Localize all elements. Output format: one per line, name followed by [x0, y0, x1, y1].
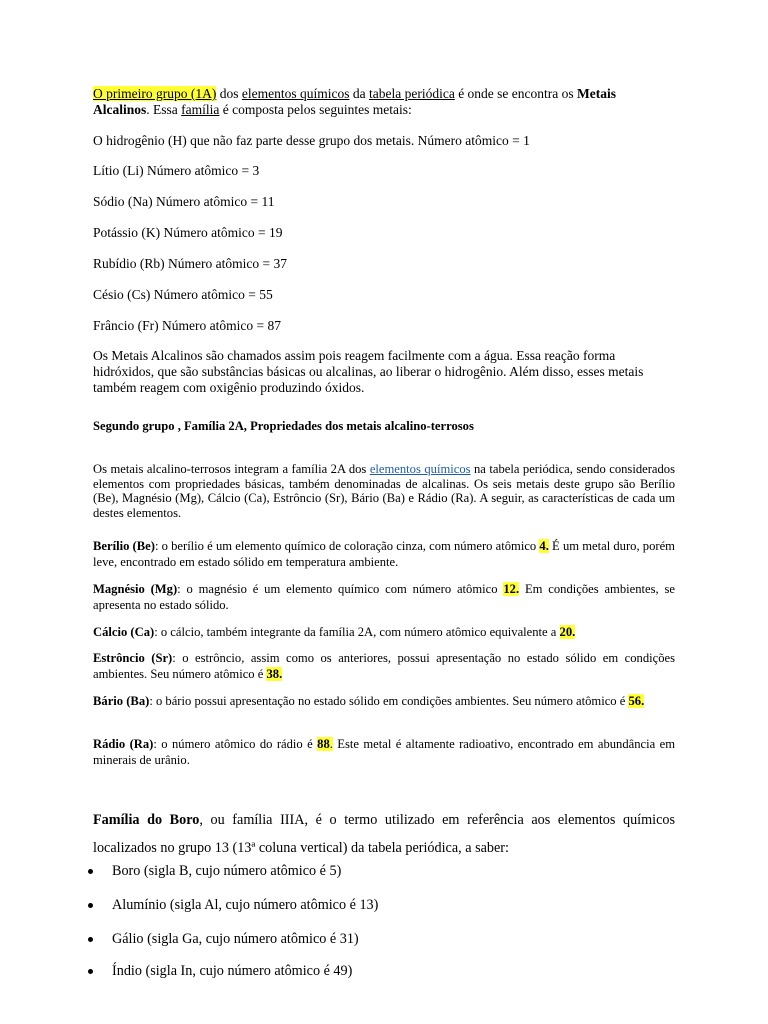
- atomic-number-highlight: 88: [317, 737, 330, 751]
- group2-intro: Os metais alcalino-terrosos integram a família 2A dos elementos químicos na tabela periódica, sendo considerados elementos com propriedades básicas, também denominadas de alcalinas. Os seis metais deste grupo são Berílio (Be), Magnésio (Mg), Cálcio (Ca), Estrôncio (Sr), Bário (Ba) e Rádio (Ra). A seguir, as características de cada um destes elementos.: [93, 462, 675, 520]
- link-tabela-periodica[interactable]: tabela periódica: [368, 86, 455, 101]
- group2-heading: Segundo grupo , Família 2A, Propriedades dos metais alcalino-terrosos: [93, 419, 474, 433]
- atomic-number-highlight: 12.: [503, 582, 520, 596]
- atomic-number-highlight: 56.: [628, 694, 645, 708]
- group1-closing: Os Metais Alcalinos são chamados assim pois reagem facilmente com a água. Essa reação forma hidróxidos, que são substâncias básicas ou alcalinas, ao liberar o hidrogênio. Além disso, esses metais também reagem com oxigênio produzindo óxidos.: [93, 348, 644, 395]
- group13-intro: Família do Boro, ou família IIIA, é o termo utilizado em referência aos elementos químicos localizados no grupo 13 (13ª coluna vertical) da tabela periódica, a saber:: [93, 812, 675, 856]
- atomic-number-highlight: 20.: [559, 625, 576, 639]
- element-line: Sódio (Na) Número atômico = 11: [93, 194, 275, 209]
- atomic-number-highlight: 38.: [266, 666, 283, 681]
- group1-intro: O primeiro grupo (1A) dos elementos químicos da tabela periódica é onde se encontra os Metais Alcalinos. Essa família é composta pelos seguintes metais:: [93, 86, 617, 117]
- bullet-icon: [88, 903, 93, 908]
- bullet-icon: [88, 969, 93, 974]
- link-elementos-quimicos[interactable]: elementos químicos: [241, 86, 350, 101]
- bullet-icon: [88, 869, 93, 874]
- element-line: Potássio (K) Número atômico = 19: [93, 225, 283, 240]
- element-paragraph-bario: Bário (Ba): o bário possui apresentação no estado sólido em condições ambientes. Seu número atômico é 56.: [93, 694, 645, 708]
- link-familia[interactable]: família: [181, 102, 220, 117]
- element-paragraph-magnesio: Magnésio (Mg): o magnésio é um elemento químico com número atômico 12. Em condições ambientes, se apresenta no estado sólido.: [93, 582, 675, 612]
- element-paragraph-calcio: Cálcio (Ca): o cálcio, também integrante da família 2A, com número atômico equivalente a 20.: [93, 625, 576, 639]
- element-line: Lítio (Li) Número atômico = 3: [93, 163, 260, 178]
- link-elementos-quimicos-2[interactable]: elementos químicos: [369, 462, 471, 476]
- element-line: O hidrogênio (H) que não faz parte desse grupo dos metais. Número atômico = 1: [93, 133, 530, 148]
- element-line: Frâncio (Fr) Número atômico = 87: [93, 318, 281, 333]
- atomic-number-highlight: 4.: [539, 539, 549, 553]
- familia-do-boro-term: Família do Boro: [93, 812, 200, 828]
- element-paragraph-berilio: Berílio (Be): o berílio é um elemento químico de coloração cinza, com número atômico 4. É um metal duro, porém leve, encontrado em estado sólido em temperatura ambiente.: [93, 539, 675, 569]
- group1-highlight: O primeiro grupo (1A): [93, 86, 217, 101]
- element-line: Césio (Cs) Número atômico = 55: [93, 287, 273, 302]
- element-paragraph-radio: Rádio (Ra): o número atômico do rádio é 88. Este metal é altamente radioativo, encontrado em abundância em minerais de urânio.: [93, 737, 676, 767]
- metais-alcalinos-term: Metais Alcalinos: [93, 86, 617, 117]
- element-line: Rubídio (Rb) Número atômico = 37: [93, 256, 287, 271]
- document-page: O primeiro grupo (1A) dos elementos químicos da tabela periódica é onde se encontra os Metais Alcalinos. Essa família é composta pelos seguintes metais: O hidrogênio (H) que não faz parte desse grupo dos metais. Número atômico = 1 Lítio (Li) Número atômico = 3 Sódio (Na) Número atômico = 11 Potássio (K) Número atômico = 19 Rubídio (Rb) Número atômico = 37 Césio (Cs) Número atômico = 55 Frâncio (Fr) Número atômico = 87 Os Metais Alcalinos são chamados assim pois reagem facilmente com a água. Essa reação forma hidróxidos, que são substâncias básicas ou alcalinas, ao liberar o hidrogênio. Além disso, esses metais também reagem com oxigênio produzindo óxidos. Segundo grupo , Família 2A, Propriedades dos metais alcalino-terrosos Os metais alcalino-terrosos integram a família 2A dos elementos químicos na tabela periódica, sendo considerados elementos com propriedades básicas, também denominadas de alcalinas. Os seis metais deste grupo são Berílio (Be), Magnésio (Mg), Cálcio (Ca), Estrôncio (Sr), Bário (Ba) e Rádio (Ra). A seguir, as características de cada um destes elementos. Berílio (Be): o berílio é um elemento químico de coloração cinza, com número atômico 4. É um metal duro, porém leve, encontrado em estado sólido em temperatura ambiente. Magnésio (Mg): o magnésio é um elemento químico com número atômico 12. Em condições ambientes, se apresenta no estado sólido. Cálcio (Ca): o cálcio, também integrante da família 2A, com número atômico equivalente a 20. Estrôncio (Sr): o estrôncio, assim como os anteriores, possui apresentação no estado sólido em condições ambientes. Seu número atômico é 38. Bário (Ba): o bário possui apresentação no estado sólido em condições ambientes. Seu número atômico é 56. Rádio (Ra): o número atômico do rádio é 88. Este metal é altamente radioativo, encontrado em abundância em minerais de urânio. Família do Boro, ou família IIIA, é o termo utilizado em referência aos elementos químicos localizados no grupo 13 (13ª coluna vertical) da tabela periódica, a saber: Boro (sigla B, cujo número atômico é 5) Alumínio (sigla Al, cujo número atômico é 13) Gálio (sigla Ga, cujo número atômico é 31) Índio (sigla In, cujo número atômico é 49): [0, 0, 768, 1024]
- element-paragraph-estroncio: Estrôncio (Sr): o estrôncio, assim como os anteriores, possui apresentação no estado sólido em condições ambientes. Seu número atômico é 38.: [93, 651, 675, 681]
- bullet-icon: [88, 937, 93, 942]
